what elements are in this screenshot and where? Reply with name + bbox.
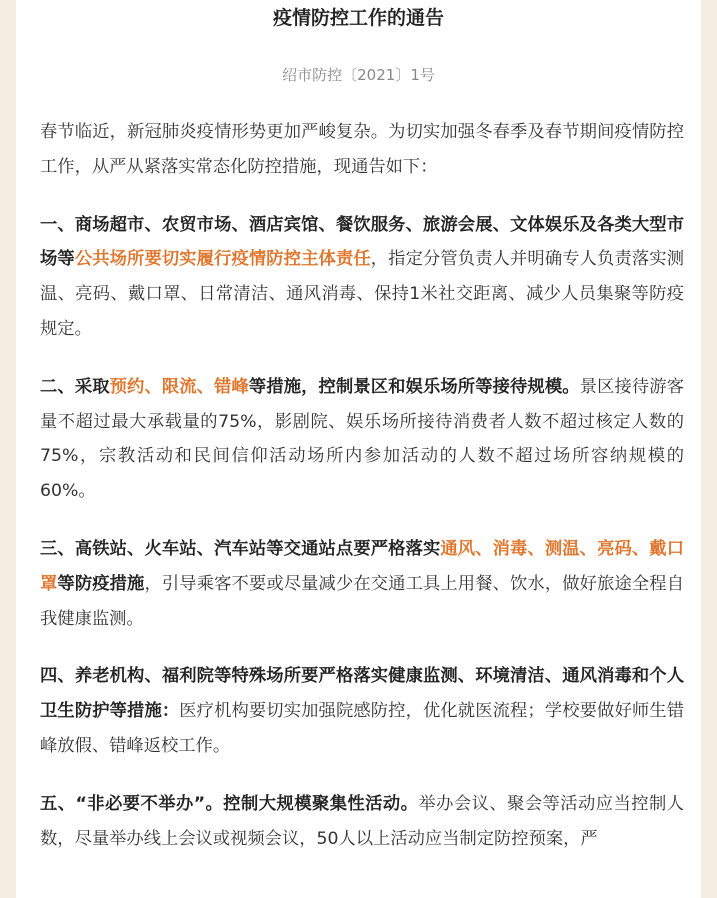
item-2-highlight: 预约、限流、错峰	[109, 376, 249, 397]
item-3-text: ，引导乘客不要或尽量减少在交通工具上用餐、饮水，做好旅途全程自我健康监测。	[40, 573, 684, 629]
item-paragraph-5	[40, 787, 684, 857]
item-paragraph-4	[40, 659, 684, 763]
article-page	[16, 0, 701, 898]
item-4-bold: 四、养老机构、福利院等特殊场所要严格落实健康监测、环境清洁、通风消毒和个人卫生防护等措施：	[40, 666, 684, 722]
item-1-highlight: 公共场所要切实履行疫情防控主体责任	[74, 249, 371, 270]
item-3-bold-b: 等防疫措施	[57, 573, 145, 594]
item-paragraph-2	[40, 370, 684, 509]
item-2-bold-b: 等措施，控制景区和娱乐场所等接待规模。	[248, 376, 580, 397]
notice-body	[40, 115, 684, 879]
item-3-bold: 三、高铁站、火车站、汽车站等交通站点要严格落实	[40, 538, 441, 559]
item-paragraph-1	[40, 208, 684, 347]
item-4-text: 医疗机构要切实加强院感防控，优化就医流程；学校要做好师生错峰放假、错峰返校工作。	[40, 701, 684, 756]
document-number: 绍市防控〔2021〕1号	[282, 66, 435, 84]
item-3-highlight: 通风、消毒、测温、亮码、戴口罩	[40, 538, 684, 594]
item-2-text: 景区接待游客量不超过最大承载量的75%，影剧院、娱乐场所接待消费者人数不超过核定人数的75%，宗教活动和民间信仰活动场所内参加活动的人数不超过场所容纳规模的60%。	[40, 376, 684, 502]
item-5-text: 举办会议、聚会等活动应当控制人数，尽量举办线上会议或视频会议，50人以上活动应当制定防控预案，严	[40, 793, 684, 849]
notice-title: 疫情防控工作的通告	[272, 7, 444, 29]
item-1-bold: 一、商场超市、农贸市场、酒店宾馆、餐饮服务、旅游会展、文体娱乐及各类大型市场等	[40, 214, 684, 270]
item-5-bold: 五、“非必要不举办”。控制大规模聚集性活动。	[40, 793, 419, 814]
item-paragraph-3	[40, 532, 684, 636]
intro-paragraph: 春节临近，新冠肺炎疫情形势更加严峻复杂。为切实加强冬春季及春节期间疫情防控工作，从严从紧落实常态化防控措施，现通告如下：	[40, 122, 684, 177]
item-2-bold: 二、采取	[40, 376, 110, 397]
item-1-text: ，指定分管负责人并明确专人负责落实测温、亮码、戴口罩、日常清洁、通风消毒、保持1米社交距离、减少人员集聚等防疫规定。	[40, 249, 684, 339]
